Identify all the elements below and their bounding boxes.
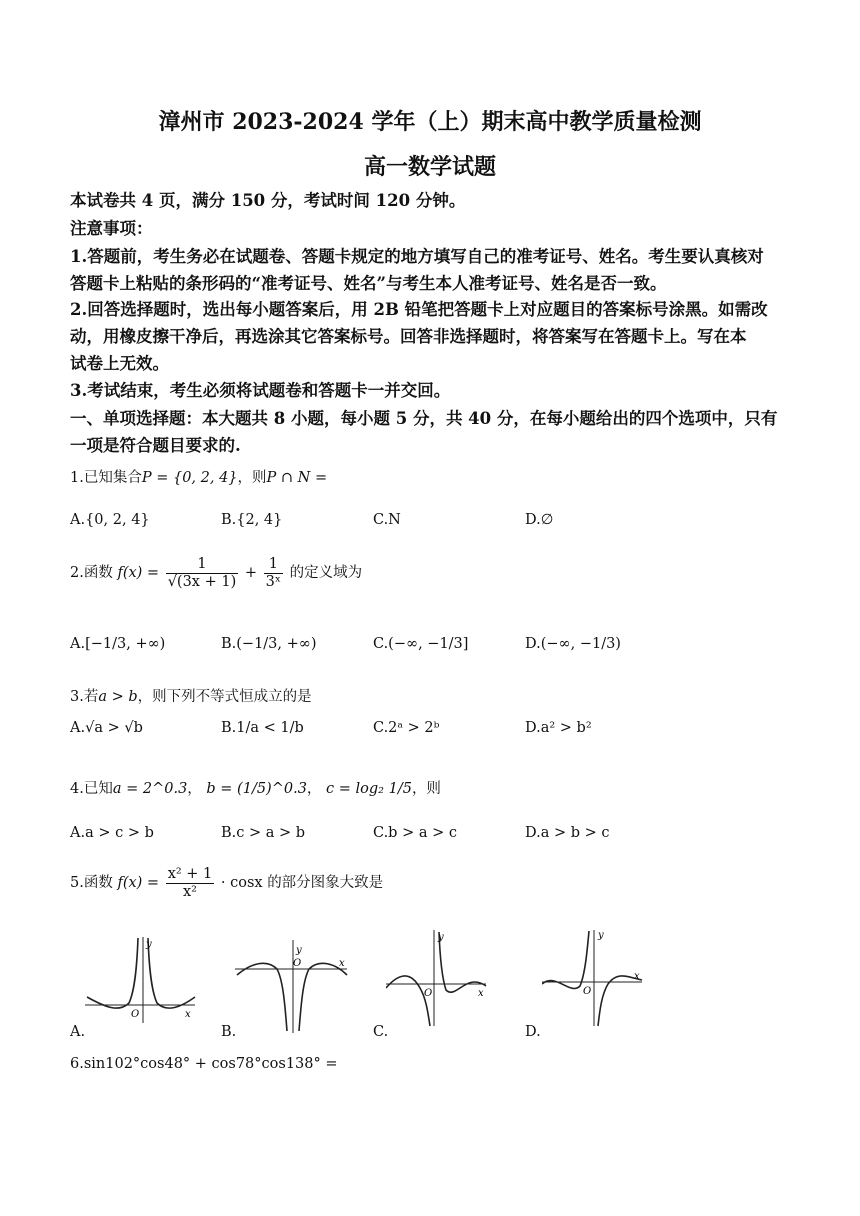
q5d-origin: O xyxy=(583,986,592,997)
q4-option-a: A.a > c > b xyxy=(70,825,154,841)
notice-heading: 注意事项： xyxy=(70,219,153,238)
q4-option-b: B.c > a > b xyxy=(221,825,306,841)
q5-graph-a xyxy=(85,935,197,1025)
q2-option-a: A.[−1/3, +∞) xyxy=(70,636,166,652)
q5d-y-label: y xyxy=(598,930,604,941)
section-1-b: 一项是符合题目要求的. xyxy=(70,436,241,455)
q5a-x-label: x xyxy=(185,1009,191,1020)
q5b-y-label: y xyxy=(296,945,302,956)
notice-2b: 动，用橡皮擦干净后，再选涂其它答案标号。回答非选择题时，将答案写在答题卡上。写在本 xyxy=(70,327,747,346)
notice-3: 3.考试结束，考生必须将试题卷和答题卡一并交回。 xyxy=(70,381,451,400)
q2-option-d: D.(−∞, −1/3) xyxy=(525,636,621,652)
exam-subtitle: 高一数学试题 xyxy=(363,154,496,180)
question-1-stem: 1.已知集合P = {0, 2, 4}，则P ∩ N = xyxy=(70,470,328,486)
question-3-stem: 3.若a > b，则下列不等式恒成立的是 xyxy=(70,689,312,705)
q5-label-c: C. xyxy=(373,1024,389,1040)
q5c-x-label: x xyxy=(478,988,484,999)
q1-option-c: C.N xyxy=(373,512,401,528)
q1-option-a: A.{0, 2, 4} xyxy=(70,512,150,528)
notice-1a: 1.答题前，考生务必在试题卷、答题卡规定的地方填写自己的准考证号、姓名。考生要认真核对 xyxy=(70,247,764,266)
notice-2c: 试卷上无效。 xyxy=(70,354,169,373)
notice-1b: 答题卡上粘贴的条形码的“准考证号、姓名”与考生本人准考证号、姓名是否一致。 xyxy=(70,274,667,293)
q3-option-c: C.2ᵃ > 2ᵇ xyxy=(373,720,440,736)
q5b-x-label: x xyxy=(339,958,345,969)
q4-option-d: D.a > b > c xyxy=(525,825,610,841)
q3-option-b: B.1/a < 1/b xyxy=(221,720,304,736)
notice-2a: 2.回答选择题时，选出每小题答案后，用 2B 铅笔把答题卡上对应题目的答案标号涂黑。如需改 xyxy=(70,300,768,319)
question-6-stem: 6.sin102°cos48° + cos78°cos138° = xyxy=(70,1056,338,1072)
q5c-y-label: y xyxy=(438,932,444,943)
q1-option-d: D.∅ xyxy=(525,512,554,528)
section-1-a: 一、单项选择题：本大题共 8 小题，每小题 5 分，共 40 分，在每小题给出的四个选项中，只有 xyxy=(70,409,778,428)
question-4-stem: 4.已知a = 2^0.3， b = (1/5)^0.3， c = log₂ 1/5，则 xyxy=(70,781,441,797)
q5-graph-d xyxy=(542,928,644,1028)
q5-graph-c xyxy=(386,928,488,1028)
q5a-origin: O xyxy=(131,1009,140,1020)
q5a-y-label: y xyxy=(146,939,152,950)
question-5-stem: 5.函数 f(x) = $\frac{\text{x² + 1}}{\text{x²}}$ · cosx 的部分图象大致是 xyxy=(70,866,384,900)
q5d-x-label: x xyxy=(634,971,640,982)
q2-option-c: C.(−∞, −1/3] xyxy=(373,636,469,652)
q2-option-b: B.(−1/3, +∞) xyxy=(221,636,317,652)
q3-option-a: A.√a > √b xyxy=(70,720,143,736)
q5b-origin: O xyxy=(293,958,302,969)
q5-label-b: B. xyxy=(221,1024,237,1040)
question-2-stem: 2.函数 f(x) = $\frac{1}{√(3x + 1)}$ + $\frac{1}{\text{3ˣ}}$ 的定义域为 xyxy=(70,556,363,590)
exam-title: 漳州市 2023-2024 学年（上）期末高中教学质量检测 xyxy=(158,109,702,135)
q5-graph-b xyxy=(235,935,350,1035)
q5-label-d: D. xyxy=(525,1024,541,1040)
q4-option-c: C.b > a > c xyxy=(373,825,457,841)
q3-option-d: D.a² > b² xyxy=(525,720,592,736)
intro-line: 本试卷共 4 页，满分 150 分，考试时间 120 分钟。 xyxy=(70,191,466,210)
q5c-origin: O xyxy=(424,988,433,999)
q1-option-b: B.{2, 4} xyxy=(221,512,283,528)
q5-label-a: A. xyxy=(70,1024,86,1040)
